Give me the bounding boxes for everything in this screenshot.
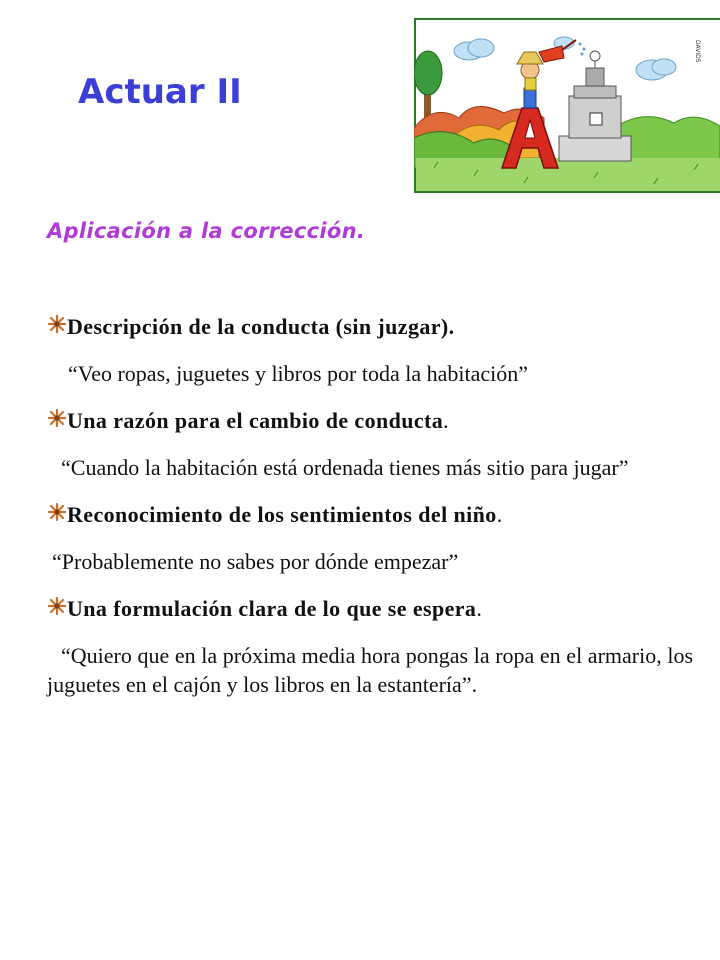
list-item-heading-text: Una razón para el cambio de conducta. — [67, 408, 450, 434]
list-item-heading — [47, 594, 693, 623]
page-title: Actuar II — [78, 72, 242, 112]
star-bullet-icon — [47, 502, 67, 522]
list-item-heading-text: Una formulación clara de lo que se espera. — [67, 596, 483, 622]
star-bullet-icon — [47, 314, 67, 334]
list-item-heading-text: Descripción de la conducta (sin juzgar). — [67, 314, 455, 339]
list-item-heading — [47, 500, 693, 529]
example-quote: “Quiero que en la próxima media hora pongas la ropa en el armario, los juguetes en el cajón y los libros en la estantería”. — [47, 643, 693, 698]
list-item-heading-text: Reconocimiento de los sentimientos del niño. — [67, 502, 503, 528]
list-item-heading — [47, 406, 693, 435]
list-item-heading — [47, 312, 693, 341]
star-bullet-icon — [47, 408, 67, 428]
page-subtitle: Aplicación a la corrección. — [47, 219, 366, 243]
illustration-signature: DAVIDS — [694, 40, 701, 63]
star-bullet-icon — [47, 596, 67, 616]
example-quote: “Probablemente no sabes por dónde empezar” — [52, 549, 459, 575]
content-list — [47, 312, 693, 717]
example-quote: “Veo ropas, juguetes y libros por toda la habitación” — [68, 361, 529, 387]
cartoon-gardener-watering-letter-a-image — [414, 18, 720, 193]
example-quote: “Cuando la habitación está ordenada tienes más sitio para jugar” — [61, 455, 629, 481]
cartoon-illustration — [414, 18, 720, 193]
